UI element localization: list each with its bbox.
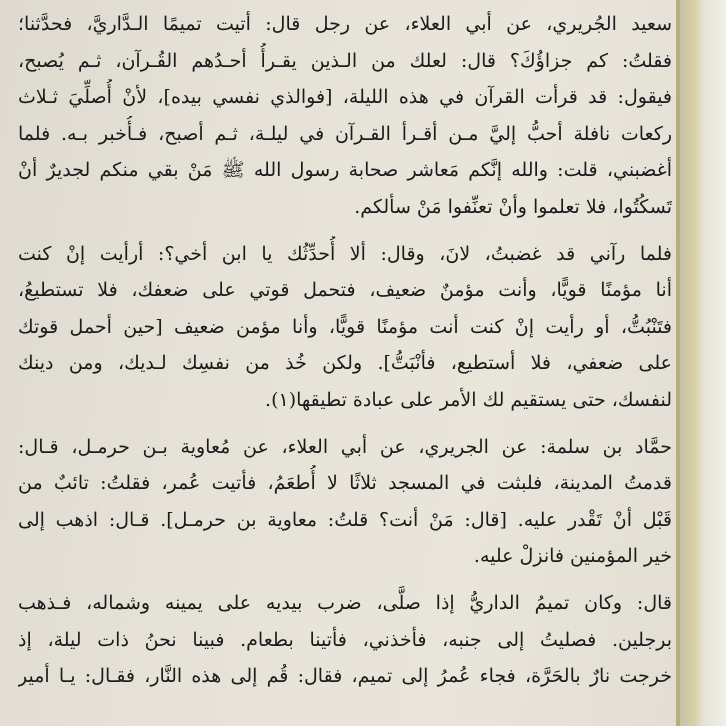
- text-line: على ضعفي، فلا أستطيع، فأنْبَتُّ]. ولكن خُذ من نفسِك لـديك، ومن دينك: [18, 352, 672, 375]
- text-line: فلما رآني قد غضبتُ، لانَ، وقال: ألا أُحدِّثُك يا ابن أخي؟: أرأيت إنْ كنت: [18, 242, 672, 265]
- text-line: سعيد الجُريري، عن أبي العلاء، عن رجل قال: أتيت تميمًا الـدَّاريَّ، فحدَّثنا؛: [18, 13, 672, 35]
- page-text: [18, 6, 672, 695]
- text-line: ركعات نافلة أحبُّ إليَّ مـن أقـرأ القـرآن في ليلـة، ثـم أصبح، فـأُخبر بـه. فلما: [18, 122, 672, 145]
- paragraph-3: [18, 429, 672, 575]
- paragraph-gap: [18, 575, 672, 585]
- paragraph-gap: [18, 419, 672, 429]
- text-line: حمَّاد بن سلمة: عن الجريري، عن أبي العلاء، عن مُعاوية بـن حرمـل، قـال:: [18, 435, 672, 458]
- text-line: برجلين. فصليتُ إلى جنبه، فأخذني، فأتينا بطعام. فبينا نحنُ ذات ليلة، إذ: [18, 628, 672, 651]
- paragraph-2: [18, 236, 672, 419]
- page-edge: [680, 0, 726, 726]
- text-line: لنفسك، حتى يستقيم لك الأمر على عبادة تطيقها(١).: [265, 388, 672, 411]
- paragraph-1: [18, 6, 672, 226]
- paragraph-gap: [18, 226, 672, 236]
- text-line: أغضبني، قلت: والله إنَّكم مَعاشر صحابة رسول الله ﷺ مَنْ بقي منكم لجديرٌ أنْ: [18, 159, 672, 182]
- text-line: فتَنْبُتُّ، أو رأيت إنْ كنت أنت مؤمنًا قويًّا، وأنا مؤمن ضعيف [حين أحمل قوتك: [18, 315, 672, 338]
- text-line: تَسكُتُوا، فلا تعلموا وأنْ تعنِّفوا مَنْ سألكم.: [354, 195, 672, 218]
- text-line: فقلتُ: كم جزاؤُكَ؟ قال: لعلك من الـذين يقـرأُ أحـدُهم القُـرآن، ثـم يُصبح،: [18, 49, 672, 72]
- text-line: قَبْل أنْ تَقْدر عليه. [قال: مَنْ أنت؟ قلتُ: معاوية بن حرمـل]. قـال: اذهب إلى: [18, 508, 672, 531]
- text-line: فيقول: قد قرأت القرآن في هذه الليلة، [فوالذي نفسي بيده]، لأنْ أُصلِّيَ ثـلاث: [18, 86, 672, 109]
- text-line: قدمتُ المدينة، فلبثت في المسجد ثلاثًا لا أُطعَمُ، فأتيت عُمر، فقلتُ: تائبٌ من: [18, 472, 672, 495]
- text-line: قال: وكان تميمُ الداريُّ إذا صلَّى، ضرب بيديه على يمينه وشماله، فـذهب: [18, 591, 672, 614]
- paragraph-4: [18, 585, 672, 695]
- text-line: أنا مؤمنًا قويًّا، وأنت مؤمنٌ ضعيف، فتحمل قوتي على ضعفك، فلا تستطيعُ،: [18, 279, 672, 302]
- text-line: خرجت نارٌ بالحَرَّة، فجاء عُمرُ إلى تميم، فقال: قُم إلى هذه النَّار، فقـال: يـا أمير: [18, 665, 672, 688]
- text-line: خير المؤمنين فانزلْ عليه.: [473, 545, 672, 568]
